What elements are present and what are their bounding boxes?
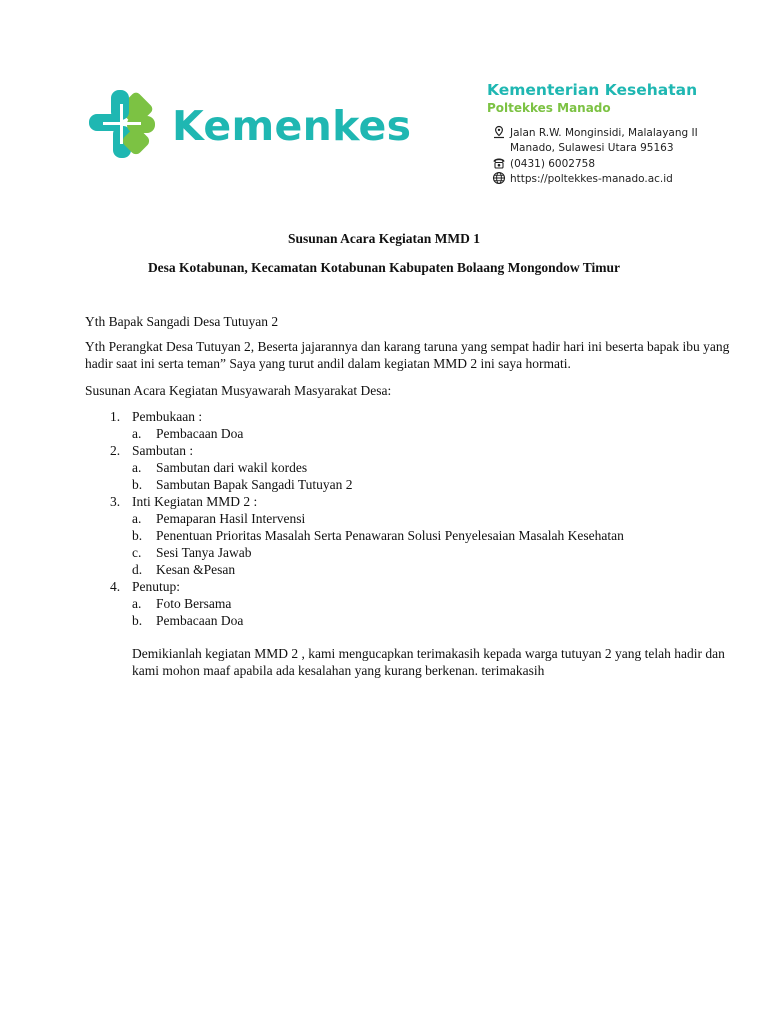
address-line-2: Manado, Sulawesi Utara 95163 (510, 142, 674, 154)
institution-name: Poltekkes Manado (487, 101, 611, 115)
agenda-subitem: d. Kesan &Pesan (132, 562, 236, 577)
intro-paragraph: Yth Perangkat Desa Tutuyan 2, Beserta jajarannya dan karang taruna yang sempat hadir hari ini beserta bapak ibu yang hadir saat ini serta teman” Saya yang turut andil dalam kegiatan MMD 2 ini saya hormati. (85, 339, 730, 371)
closing-paragraph: Demikianlah kegiatan MMD 2 , kami mengucapkan terimakasih kepada warga tutuyan 2 yang telah hadir dan kami mohon maaf apabila ada kesalahan yang kurang berkenan. terimakasih (132, 646, 725, 678)
agenda-heading: Susunan Acara Kegiatan Musyawarah Masyarakat Desa: (85, 383, 392, 398)
agenda-item: 4. Penutup: (110, 579, 181, 594)
agenda-list (85, 408, 745, 629)
agenda-subitem: a. Pembacaan Doa (132, 426, 244, 441)
greeting: Yth Bapak Sangadi Desa Tutuyan 2 (85, 314, 279, 329)
phone-line: (0431) 6002758 (492, 156, 595, 172)
agenda-subitem: a. Sambutan dari wakil kordes (132, 460, 308, 475)
document-subtitle: Desa Kotabunan, Kecamatan Kotabunan Kabupaten Bolaang Mongondow Timur (147, 260, 621, 275)
agenda-subitem: c. Sesi Tanya Jawab (132, 545, 252, 560)
kemenkes-logo-icon (89, 90, 155, 158)
agenda-subitem: b. Penentuan Prioritas Masalah Serta Penawaran Solusi Penyelesaian Masalah Kesehatan (132, 528, 624, 543)
agenda-subitem: a. Foto Bersama (132, 596, 232, 611)
globe-icon (492, 171, 506, 185)
agenda-item: 1. Pembukaan : (110, 409, 203, 424)
agenda-subitem: b. Pembacaan Doa (132, 613, 244, 628)
document-title: Susunan Acara Kegiatan MMD 1 (287, 231, 480, 246)
address-line-1: Jalan R.W. Monginsidi, Malalayang II (492, 125, 698, 141)
logo-wordmark: Kemenkes (172, 102, 412, 150)
ministry-name: Kementerian Kesehatan (487, 81, 698, 99)
agenda-subitem: b. Sambutan Bapak Sangadi Tutuyan 2 (132, 477, 353, 492)
website-line (492, 171, 673, 187)
phone-icon (492, 156, 506, 170)
website-link[interactable]: https://poltekkes-manado.ac.id (510, 173, 673, 185)
agenda-subitem: a. Pemaparan Hasil Intervensi (132, 511, 306, 526)
location-pin-icon (492, 125, 506, 139)
agenda-item: 3. Inti Kegiatan MMD 2 : (110, 494, 258, 509)
agenda-item: 2. Sambutan : (110, 443, 194, 458)
